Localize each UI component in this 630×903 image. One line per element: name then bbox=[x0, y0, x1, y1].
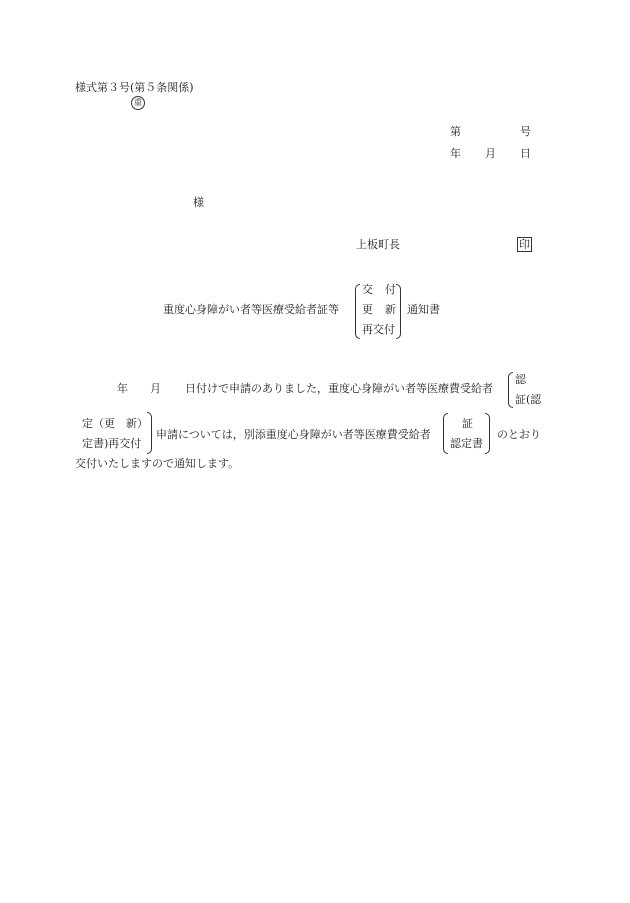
addressee-honorific: 様 bbox=[193, 196, 204, 209]
title-suffix: 通知書 bbox=[407, 303, 440, 316]
title-right-bracket bbox=[396, 284, 401, 339]
mark-circle: 重 bbox=[131, 96, 145, 110]
seal-box: 印 bbox=[519, 238, 530, 251]
seal-mark bbox=[517, 237, 532, 252]
body-year: 年 bbox=[117, 382, 128, 395]
title-option-issue-b: 付 bbox=[385, 283, 396, 296]
title-option-issue-a: 交 bbox=[362, 283, 373, 296]
title-option-renew-b: 新 bbox=[385, 303, 396, 316]
body-line3-text: 交付いたしますので通知します。 bbox=[75, 457, 240, 470]
date-month: 月 bbox=[485, 147, 496, 160]
body-line1-option-bottom: 証(認 bbox=[515, 393, 542, 406]
body-line2-text: 申請については，別添重度心身障がい者等医療費受給者 bbox=[156, 428, 431, 441]
date-day: 日 bbox=[520, 147, 531, 160]
title-option-reissue: 再交付 bbox=[362, 323, 395, 336]
body-line2-right-bracket2 bbox=[485, 413, 490, 454]
ref-number-suffix: 号 bbox=[520, 125, 531, 138]
body-line2-option2-top: 証 bbox=[462, 417, 473, 430]
body-line2-option-bottom: 定書)再交付 bbox=[82, 437, 142, 450]
body-line2-option-top: 定（更 新） bbox=[82, 417, 148, 430]
title-prefix: 重度心身障がい者等医療受給者証等 bbox=[163, 303, 339, 316]
date-year: 年 bbox=[450, 147, 461, 160]
body-line1-bracket bbox=[508, 372, 513, 408]
body-line2-left-bracket2 bbox=[443, 413, 448, 454]
sender-name: 上板町長 bbox=[356, 238, 400, 251]
ref-number-prefix: 第 bbox=[450, 125, 461, 138]
body-line1-text: 日付けで申請のありました，重度心身障がい者等医療費受給者 bbox=[185, 382, 493, 395]
form-number: 様式第３号(第５条関係) bbox=[75, 81, 194, 94]
body-month: 月 bbox=[150, 382, 161, 395]
body-line2-end: のとおり bbox=[497, 428, 541, 441]
body-line1-option-top: 認 bbox=[515, 373, 526, 386]
body-line2-right-bracket bbox=[147, 412, 152, 454]
title-left-bracket bbox=[355, 284, 360, 339]
important-mark bbox=[131, 95, 145, 110]
body-line2-option2-bottom: 認定書 bbox=[450, 437, 483, 450]
title-option-renew-a: 更 bbox=[362, 303, 373, 316]
